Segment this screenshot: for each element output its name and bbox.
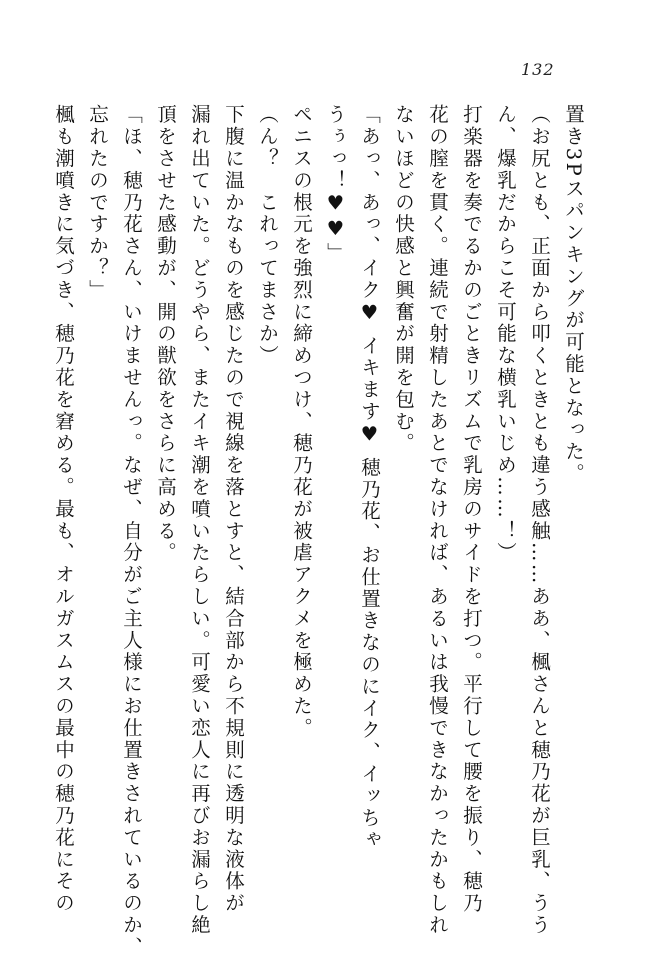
page-number: 132 <box>521 60 555 79</box>
text-line: 楓も潮噴きに気づき、穂乃花を窘める。最も、オルガスムスの最中の穂乃花にその <box>52 104 75 915</box>
text-line: （ん？ これってまさか） <box>256 104 279 367</box>
text-line: うぅっ！♥♥」 <box>324 104 347 265</box>
text-line: 下腹に温かなものを感じたので視線を落とすと、結合部から不規則に透明な液体が <box>222 104 245 915</box>
text-line: 頂をさせた感動が、開の獣欲をさらに高める。 <box>154 104 177 564</box>
text-line: ん、爆乳だからこそ可能な横乳いじめ……！） <box>494 104 517 564</box>
text-line: 打楽器を奏でるかのごときリズムで乳房のサイドを打つ。平行して腰を振り、穂乃 <box>460 104 483 915</box>
text-line: （お尻とも、正面から叩くときとも違う感触……ああ、楓さんと穂乃花が巨乳、うう <box>528 104 551 937</box>
text-line: 花の膣を貫く。連続で射精したあとでなければ、あるいは我慢できなかったかもしれ <box>426 104 449 937</box>
text-line: 忘れたのですか？」 <box>86 104 109 302</box>
text-line: 置き3Pスパンキングが可能となった。 <box>562 104 585 485</box>
body-text <box>52 104 585 958</box>
text-line: 「あっ、あっ、イク♥ イキます♥ 穂乃花、お仕置きなのにイク、イッちゃ <box>358 104 381 851</box>
text-line: ないほどの快感と興奮が開を包む。 <box>392 104 415 455</box>
text-line: 「ほ、穂乃花さん、いけませんっ。なぜ、自分がご主人様にお仕置きされているのか、 <box>120 104 143 958</box>
text-line: 漏れ出ていた。どうやら、またイキ潮を噴いたらしい。可愛い恋人に再びお漏らし絶 <box>188 104 211 937</box>
text-line: ペニスの根元を強烈に締めつけ、穂乃花が被虐アクメを極めた。 <box>290 104 313 740</box>
